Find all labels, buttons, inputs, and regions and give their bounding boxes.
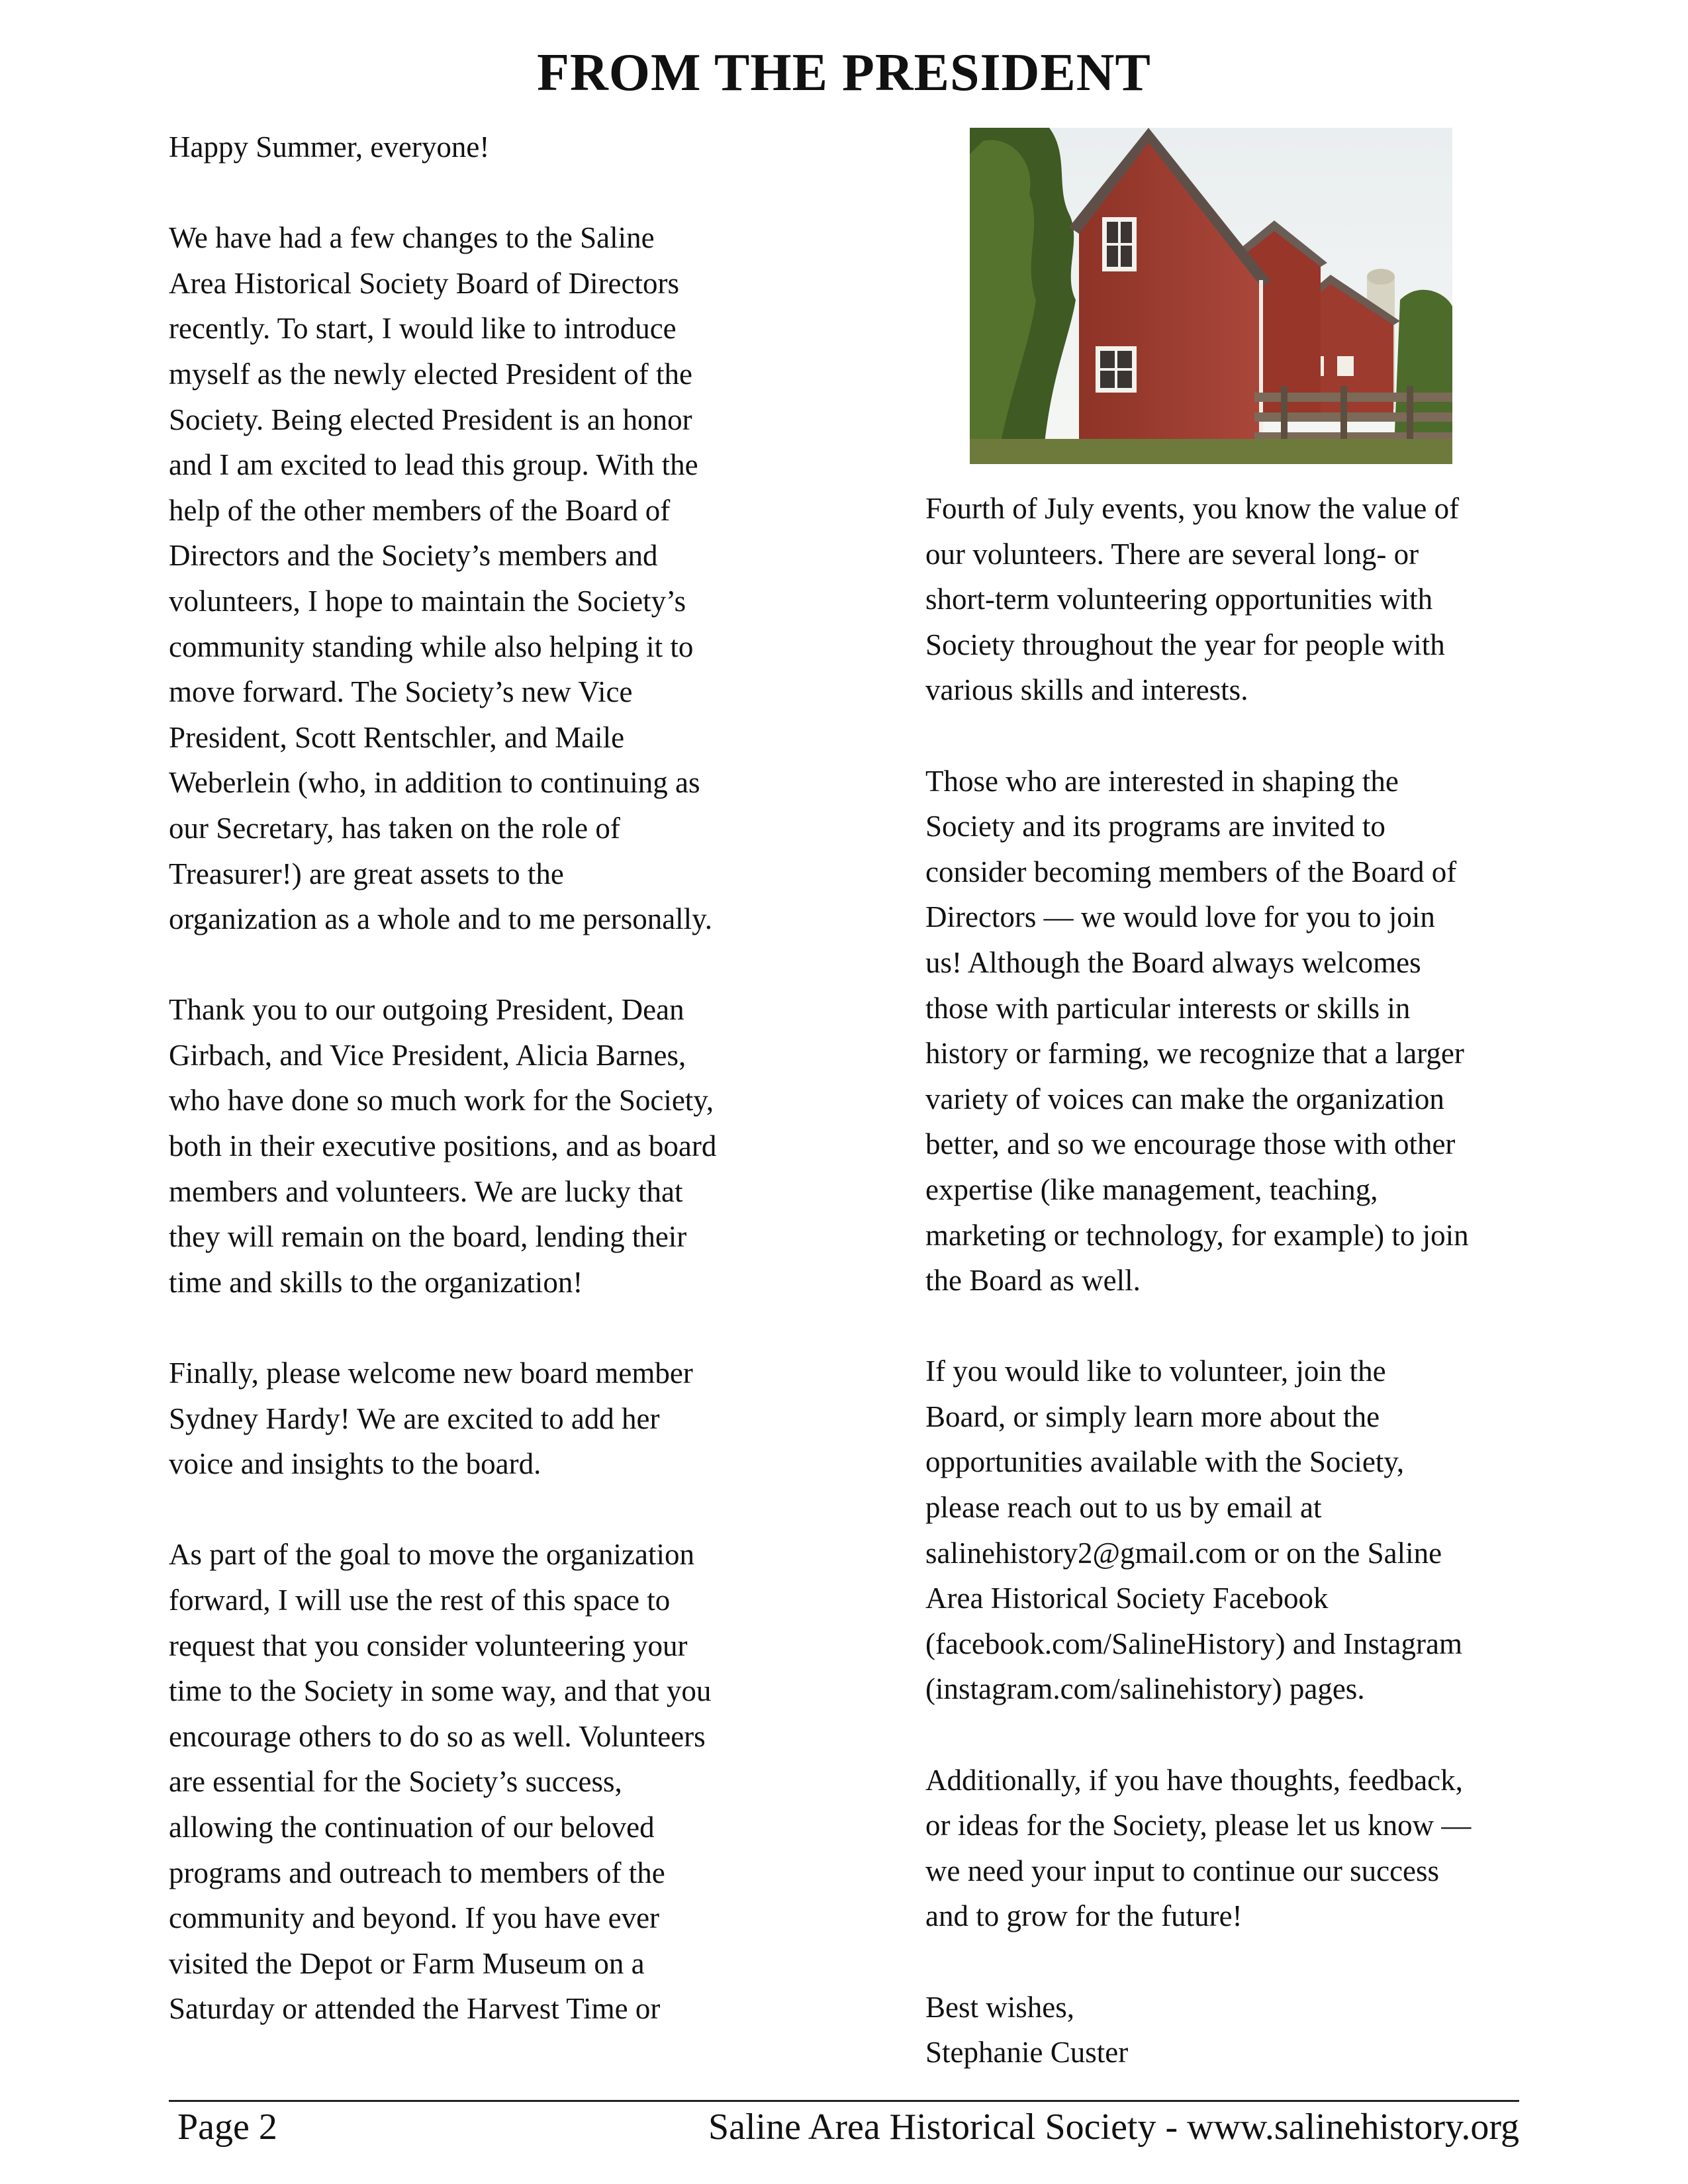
text-line: President, Scott Rentschler, and Maile [169,720,625,754]
paragraph [169,215,791,942]
text-line: the Board as well. [925,1264,1141,1298]
paragraph [169,1532,791,2032]
text-line: move forward. The Society’s new Vice [169,675,633,709]
text-line: opportunities available with the Society, [925,1445,1405,1479]
text-line: those with particular interests or skills in [925,991,1411,1025]
text-line: consider becoming members of the Board of [925,855,1457,888]
paragraph [925,1758,1548,1939]
barn-photo-icon [970,128,1452,464]
text-line: time and skills to the organization! [169,1265,583,1299]
text-line: request that you consider volunteering your [169,1629,688,1662]
text-line: (instagram.com/salinehistory) pages. [925,1672,1365,1706]
text-line: Additionally, if you have thoughts, feedback, [925,1763,1463,1797]
text-line: marketing or technology, for example) to join [925,1218,1469,1252]
text-line: Directors and the Society’s members and [169,539,658,573]
text-line: Finally, please welcome new board member [169,1356,693,1390]
text-line: visited the Depot or Farm Museum on a [169,1946,645,1980]
text-line: community and beyond. If you have ever [169,1901,660,1935]
text-line: history or farming, we recognize that a larger [925,1037,1464,1070]
text-line: Best wishes, [925,1990,1074,2024]
text-line: members and volunteers. We are lucky that [169,1174,683,1208]
text-line: programs and outreach to members of the [169,1856,665,1889]
text-line: organization as a whole and to me personally. [169,902,713,936]
text-line: time to the Society in some way, and that you [169,1674,712,1708]
paragraph [925,1985,1548,2075]
text-line: recently. To start, I would like to introduce [169,312,677,346]
text-line: better, and so we encourage those with other [925,1127,1456,1161]
paragraph [169,987,791,1305]
text-line: volunteers, I hope to maintain the Society’s [169,584,686,618]
text-line: who have done so much work for the Society, [169,1084,714,1117]
barn-photo [970,128,1452,464]
text-line: variety of voices can make the organization [925,1082,1444,1116]
paragraph [925,486,1548,713]
text-line: they will remain on the board, lending their [169,1220,687,1254]
text-line: Saturday or attended the Harvest Time or [169,1992,661,2026]
text-line: Board, or simply learn more about the [925,1400,1380,1433]
page-number: Page 2 [177,2107,277,2148]
publication-footer: Saline Area Historical Society - www.salinehistory.org [708,2107,1519,2148]
text-line: both in their executive positions, and as board [169,1129,717,1163]
paragraph [925,1349,1548,1712]
text-line: short-term volunteering opportunities with [925,583,1433,616]
text-line: forward, I will use the rest of this space to [169,1584,671,1617]
text-line: we need your input to continue our success [925,1854,1440,1887]
text-line: Sydney Hardy! We are excited to add her [169,1401,660,1435]
text-line: salinehistory2@gmail.com or on the Saline [925,1536,1442,1570]
text-line: voice and insights to the board. [169,1447,541,1481]
text-line: Society. Being elected President is an honor [169,403,692,436]
text-line: allowing the continuation of our beloved [169,1810,655,1844]
text-line: Society throughout the year for people with [925,628,1445,661]
text-line: As part of the goal to move the organization [169,1538,694,1572]
text-line: encourage others to do so as well. Volunteers [169,1719,706,1753]
text-line: various skills and interests. [925,673,1248,707]
right-column [925,486,1548,2075]
text-line: Thank you to our outgoing President, Dean [169,993,684,1027]
footer-divider [169,2100,1519,2102]
text-line: (facebook.com/SalineHistory) and Instagram [925,1627,1462,1660]
text-line: our Secretary, has taken on the role of [169,811,620,845]
text-line: Fourth of July events, you know the value of [925,492,1460,525]
text-line: and I am excited to lead this group. With the [169,448,698,482]
text-line: Girbach, and Vice President, Alicia Barnes, [169,1038,686,1072]
text-line: We have had a few changes to the Saline [169,221,655,255]
text-line: our volunteers. There are several long- or [925,537,1419,571]
text-line: If you would like to volunteer, join the [925,1354,1386,1388]
left-column [169,124,791,2032]
paragraph [169,124,791,170]
text-line: us! Although the Board always welcomes [925,945,1421,979]
text-line: expertise (like management, teaching, [925,1172,1378,1206]
text-line: and to grow for the future! [925,1899,1243,1933]
text-line: community standing while also helping it to [169,630,694,663]
text-line: myself as the newly elected President of the [169,357,692,391]
text-line: help of the other members of the Board of [169,493,671,527]
text-line: Area Historical Society Facebook [925,1582,1329,1615]
text-line: Those who are interested in shaping the [925,764,1399,798]
text-line: are essential for the Society’s success, [169,1765,622,1799]
text-line: or ideas for the Society, please let us know — [925,1809,1472,1842]
text-line: Treasurer!) are great assets to the [169,857,564,890]
text-line: Stephanie Custer [925,2036,1129,2069]
paragraph [925,759,1548,1304]
text-line: Directors — we would love for you to join [925,900,1435,934]
text-line: Area Historical Society Board of Directors [169,266,679,300]
text-line: please reach out to us by email at [925,1491,1322,1525]
page-title: FROM THE PRESIDENT [537,44,1151,102]
text-line: Happy Summer, everyone! [169,130,490,164]
paragraph [169,1351,791,1487]
text-line: Society and its programs are invited to [925,810,1385,843]
text-line: Weberlein (who, in addition to continuing as [169,766,700,800]
